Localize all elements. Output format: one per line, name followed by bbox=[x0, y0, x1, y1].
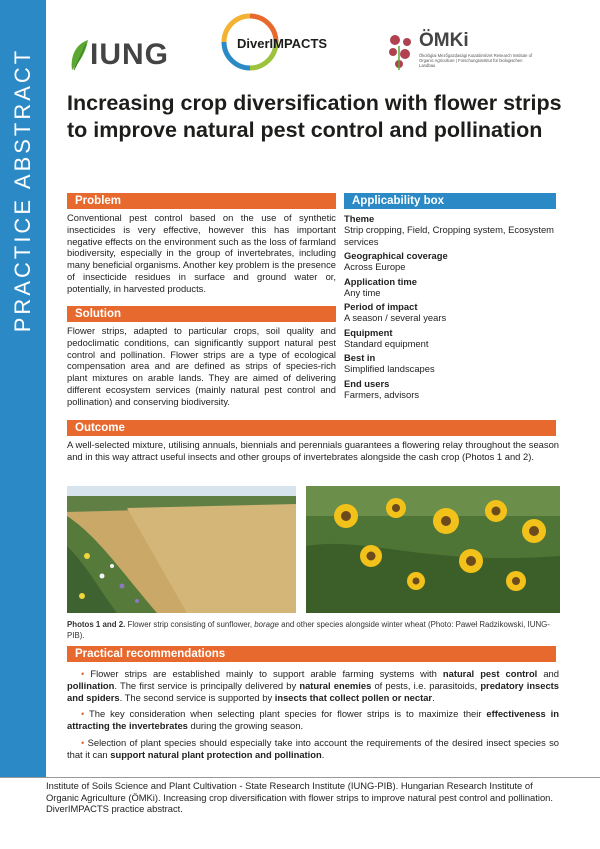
problem-heading: Problem bbox=[67, 193, 336, 209]
wheat-field-image bbox=[67, 486, 296, 613]
applicability-value: Standard equipment bbox=[344, 337, 429, 349]
rec-text: during the growing season. bbox=[190, 720, 304, 732]
photo-sunflowers bbox=[306, 486, 560, 613]
photo-caption bbox=[67, 620, 557, 641]
rec-bold: predatory insects and spiders bbox=[67, 679, 560, 703]
footer-divider bbox=[0, 777, 600, 778]
rec-text: Flower strips are established mainly to support arable farming systems with bbox=[90, 668, 437, 679]
iung-logo bbox=[68, 38, 188, 74]
rec-bold: support natural plant protection and pollination bbox=[110, 748, 322, 760]
diverimpacts-wordmark: DiverIMPACTS bbox=[237, 36, 328, 51]
rec-text: . The second service is supported by bbox=[119, 691, 273, 703]
applicability-item-end-users bbox=[344, 378, 556, 401]
recommendations-heading: Practical recommendations bbox=[67, 646, 556, 662]
applicability-item-best-in bbox=[344, 352, 556, 375]
omki-flower-icon bbox=[385, 32, 417, 72]
diverimpacts-logo bbox=[220, 12, 350, 72]
recommendation-item bbox=[67, 737, 559, 761]
caption-label: Photos 1 and 2. bbox=[67, 620, 126, 629]
applicability-item-period-of-impact bbox=[344, 301, 556, 324]
caption-text-b: and other species alongside winter wheat (Photo: Paweł Radzikowski, IUNG-PIB). bbox=[67, 620, 550, 640]
sidebar-label: PRACTICE ABSTRACT bbox=[10, 47, 35, 333]
bullet-icon: • bbox=[81, 708, 85, 720]
recommendation-item bbox=[67, 668, 559, 703]
omki-wordmark: ÖMKi bbox=[419, 30, 469, 51]
applicability-label: Application time bbox=[344, 275, 417, 287]
applicability-value: A season / several years bbox=[344, 312, 447, 323]
applicability-label: Best in bbox=[344, 352, 376, 363]
solution-text: Flower strips, adapted to particular crops, soil quality and pedoclimatic conditions, can significantly support natural pest control and pollination. Flower strips are a type of ecological compensation area and are defined as strips of species-rich plant mixtures on arable lands. They are aimed of delivering different ecosystem services (mainly natural pest control and pollination) and conserving biodiversity. bbox=[67, 325, 336, 407]
rec-text: . The first service is principally delivered by bbox=[114, 679, 297, 691]
omki-logo bbox=[385, 32, 585, 82]
recommendation-item bbox=[67, 708, 559, 732]
rec-text: . bbox=[321, 748, 325, 760]
applicability-label: Geographical coverage bbox=[344, 250, 448, 261]
sunflower-image bbox=[306, 486, 560, 613]
applicability-label: Equipment bbox=[344, 326, 393, 338]
applicability-value: Strip cropping, Field, Cropping system, Ecosystem services bbox=[344, 224, 554, 247]
outcome-heading: Outcome bbox=[67, 420, 556, 436]
recommendations-list bbox=[67, 668, 559, 766]
applicability-item-geographical-coverage bbox=[344, 250, 556, 273]
applicability-value: Across Europe bbox=[344, 261, 406, 272]
applicability-value: Any time bbox=[344, 286, 381, 298]
rec-text: Selection of plant species should especially take into account the requirements of the desired insect species so that it can bbox=[67, 736, 559, 760]
rec-text: The key consideration when selecting plant species for flower strips is to maximize their bbox=[89, 708, 482, 720]
rec-text: and bbox=[543, 668, 559, 679]
omki-subtitle: Ökológiai Mezőgazdasági Kutatóintézet Research Institute of Organic Agriculture | Forschungsinstitut für biologischen Landbau bbox=[419, 53, 533, 68]
applicability-label: End users bbox=[344, 377, 390, 389]
applicability-value: Simplified landscapes bbox=[344, 363, 435, 374]
applicability-heading: Applicability box bbox=[344, 193, 556, 209]
applicability-value: Farmers, advisors bbox=[344, 388, 420, 400]
iung-leaf-icon bbox=[68, 38, 92, 72]
applicability-item-theme bbox=[344, 213, 556, 247]
bullet-icon: • bbox=[81, 736, 85, 748]
iung-wordmark: IUNG bbox=[90, 38, 169, 71]
outcome-text: A well-selected mixture, utilising annuals, biennials and perennials guarantees a flowering relay throughout the season and in this way attract useful insects and other groups of invertebrates alongside the cash crop (Photos 1 and 2). bbox=[67, 439, 559, 462]
applicability-box bbox=[344, 210, 556, 400]
rec-bold: effectiveness in attracting the invertebrates bbox=[67, 708, 559, 732]
photo-wheat-flower-strip bbox=[67, 486, 296, 613]
bullet-icon: • bbox=[81, 668, 85, 679]
applicability-item-application-time bbox=[344, 276, 556, 299]
practice-abstract-sidebar bbox=[0, 0, 46, 777]
rec-bold: natural pest control bbox=[442, 668, 538, 679]
page-title: Increasing crop diversification with flower strips to improve natural pest control and pollination bbox=[67, 91, 562, 142]
applicability-label: Theme bbox=[344, 213, 375, 224]
applicability-label: Period of impact bbox=[344, 301, 418, 312]
rec-text: . bbox=[432, 691, 435, 703]
footer-citation: Institute of Soils Science and Plant Cultivation - State Research Institute (IUNG-PIB). Hungarian Research Institute of Organic Agriculture (ÖMKi). Increasing crop diversification with flower strips to improve natural pest control and pollination. DiverIMPACTS practice abstract. bbox=[46, 780, 553, 815]
rec-bold: natural enemies bbox=[299, 679, 372, 691]
caption-text-a: Flower strip consisting of sunflower, bbox=[127, 620, 253, 629]
solution-heading: Solution bbox=[67, 306, 336, 322]
problem-text: Conventional pest control based on the use of synthetic insecticides is very effective, however this has important negative effects on the environment such as the loss of farmland biodiversity, especially in the group of invertebrates, including many beneficial organisms. Another key problem is the presence of insecticide residues in surface and ground water or, potentially, in harvested products. bbox=[67, 212, 336, 294]
rec-bold: insects that collect pollen or nectar bbox=[274, 691, 433, 703]
rec-text: of pests, i.e. parasitoids, bbox=[374, 679, 478, 691]
applicability-item-equipment bbox=[344, 327, 556, 350]
caption-emphasis: borage bbox=[254, 620, 279, 629]
rec-bold: pollination bbox=[67, 679, 115, 691]
